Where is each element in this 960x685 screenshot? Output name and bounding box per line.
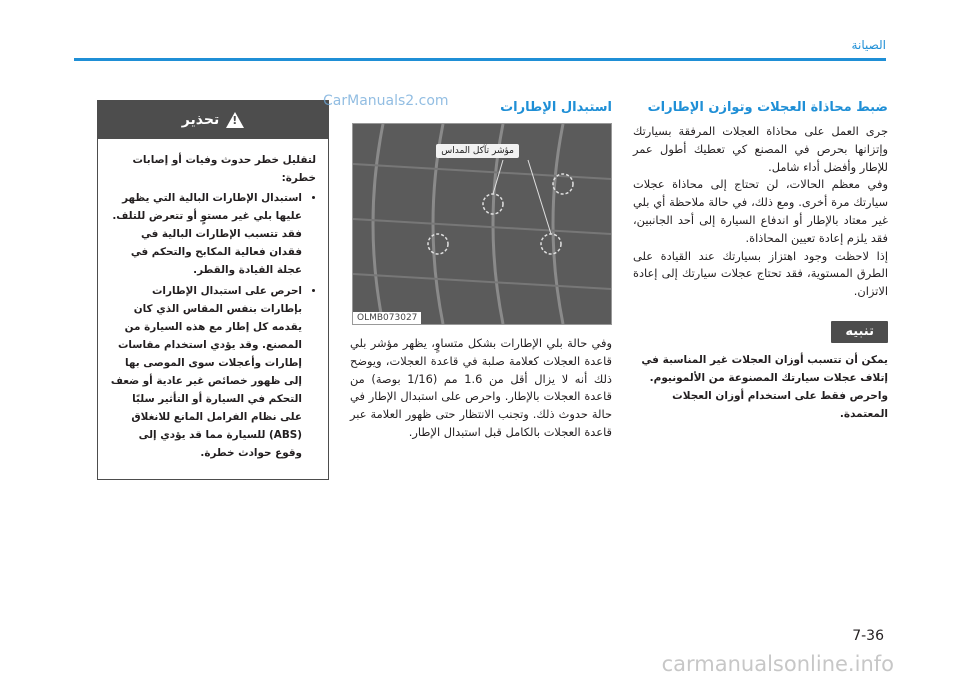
tread-wear-indicator-label: مؤشر تآكل المداس	[436, 144, 519, 158]
tire-tread-figure	[352, 123, 612, 325]
warning-item: • استبدال الإطارات البالية التي يظهر عليها بلي غير مستوٍ أو تتعرض للتلف. فقد تتسبب الإطارات البالية في فقدان فعالية المكابح والتحكم في عجلة القيادة والقطر.	[110, 189, 302, 279]
warning-header	[98, 101, 328, 139]
warning-section	[97, 100, 329, 480]
caution-badge: تنبيه	[831, 321, 888, 343]
header-divider	[74, 58, 886, 61]
tire-replacement-paragraph: وفي حالة بلي الإطارات بشكل متساوٍ، يظهر مؤشر بلي قاعدة العجلات كعلامة صلبة في قاعدة العجلات، ويوضح ذلك أنه لا يزال أقل من 1.6 مم (1/16 بوصة) من قاعدة العجلات بالإطار. واحرص على استبدال الإطار في حالة حدوث ذلك. وتجنب الانتظار حتى ظهور العلامة عبر قاعدة العجلات بالكامل قبل استبدال الإطار.	[350, 336, 613, 439]
warning-box	[97, 100, 329, 480]
warning-triangle-icon	[226, 112, 244, 128]
page-number: 7-36	[852, 628, 884, 644]
warning-body	[98, 139, 328, 479]
warning-intro: لتقليل خطر حدوث وفيات أو إصابات خطرة:	[132, 154, 316, 184]
tire-replacement-title: استبدال الإطارات	[500, 100, 612, 115]
caution-text: يمكن أن تتسبب أوزان العجلات غير المناسبة في إتلاف عجلات سيارتك المصنوعة من الألمونيوم. واحرص فقط على استخدام أوزان العجلات المعتمدة.	[641, 353, 888, 420]
header-section-title: الصيانة	[851, 38, 886, 52]
tire-replacement-section	[350, 100, 612, 442]
site-watermark: CarManuals2.com	[323, 93, 449, 109]
wheel-alignment-paragraph-2: وفي معظم الحالات، لن تحتاج إلى محاذاة عجلات سيارتك مرة أخرى. ومع ذلك، في حالة ملاحظة أي بلي غير معتاد بالإطار أو اندفاع السيارة إلى أحد الجانبين، فقد يلزم إعادة تعيين المحاذاة.	[633, 177, 888, 245]
figure-code: OLMB073027	[353, 312, 421, 324]
wheel-alignment-paragraph-1: جرى العمل على محاذاة العجلات المرفقة بسيارتك وإتزانها بحرص في المصنع كي تعطيك أطول عمر للإطار وأفضل أداء شامل.	[633, 124, 888, 174]
warning-list	[110, 189, 316, 462]
wheel-alignment-section	[633, 100, 888, 423]
footer-watermark: carmanualsonline.info	[661, 652, 894, 676]
warning-label: تحذير	[181, 112, 220, 128]
wheel-alignment-title: ضبط محاذاة العجلات وتوازن الإطارات	[647, 100, 888, 115]
wheel-alignment-paragraph-3: إذا لاحظت وجود اهتزاز بسيارتك عند القيادة على الطرق المستوية، فقد تحتاج عجلات سيارتك إلى إعادة الاتزان.	[633, 248, 888, 299]
warning-item: • احرص على استبدال الإطارات بإطارات بنفس المقاس الذي كان يقدمه كل إطار مع هذه السيارة من المصنع. وقد يؤدي استخدام مقاسات إطارات وأعجلات سوى الموصى بها إلى ظهور خصائص غير عادية أو ضعف التحكم في السيارة أو التأثير سلبًا على نظام الفرامل المانع للانغلاق (ABS) للسيارة مما قد يؤدي إلى وقوع حوادث خطرة.	[110, 282, 302, 462]
